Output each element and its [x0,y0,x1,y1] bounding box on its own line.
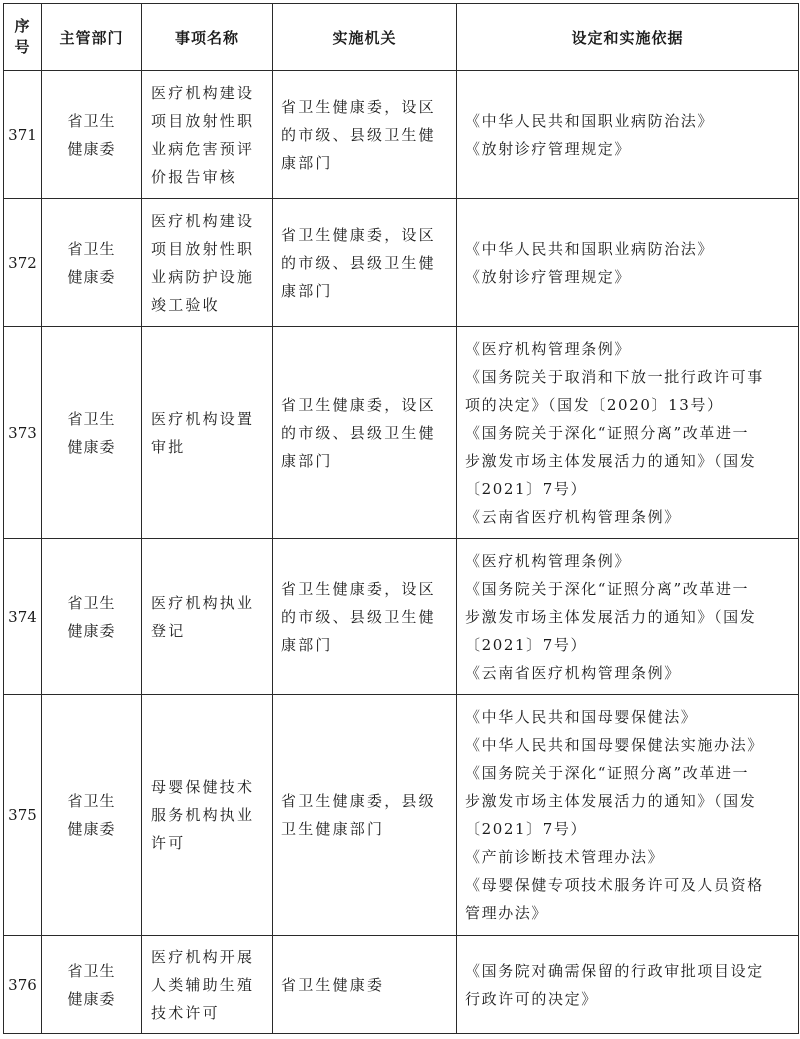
row-basis-line: 管理办法》 [465,904,549,922]
row-agency-line: 省卫生健康委，设区 [281,579,436,598]
row-basis-line: 行政许可的决定》 [465,989,598,1008]
row-agency-line: 康部门 [281,451,333,470]
row-item [142,71,273,199]
row-basis-line: 《放射诊疗管理规定》 [465,267,632,286]
table-row [4,936,799,1034]
row-dept-line: 健康委 [67,989,116,1008]
table-row [4,71,799,199]
header-row [4,4,799,71]
row-item [142,695,273,936]
row-basis [457,199,799,327]
row-item-line: 服务机构执业 [151,806,255,824]
row-item-line: 竣工验收 [151,295,220,314]
row-item-line: 医疗机构设置 [151,409,255,428]
licensing-items-table [3,3,799,1034]
row-agency-line: 康部门 [281,281,333,300]
row-dept [42,695,142,936]
row-item-line: 医疗机构开展 [151,947,255,966]
row-item-line: 业病防护设施 [151,267,255,286]
row-agency-line: 康部门 [281,153,333,172]
row-basis-line: 《中华人民共和国职业病防治法》 [465,239,715,258]
row-agency [273,936,457,1034]
row-agency-line: 省卫生健康委，设区 [281,97,436,116]
row-dept [42,199,142,327]
row-agency [273,695,457,936]
row-item-line: 医疗机构执业 [151,593,255,612]
row-agency-line: 的市级、县级卫生健 [281,423,436,442]
row-item [142,327,273,539]
row-basis-line: 步激发市场主体发展活力的通知》（国发 [465,792,757,810]
row-item-line: 医疗机构建设 [151,211,255,230]
row-item-line: 母婴保健技术 [151,778,255,796]
row-item-line: 人类辅助生殖 [151,975,255,994]
header-basis: 设定和实施依据 [457,4,799,71]
row-agency-line: 的市级、县级卫生健 [281,607,436,626]
row-item-line: 技术许可 [151,1003,220,1022]
table-row [4,695,799,936]
row-basis-line: 《中华人民共和国母婴保健法实施办法》 [465,736,764,754]
row-item-line: 项目放射性职 [151,239,255,258]
row-basis [457,936,799,1034]
row-item [142,199,273,327]
row-agency-line: 卫生健康部门 [281,820,385,838]
row-basis [457,71,799,199]
row-seq: 373 [4,327,42,539]
row-item-line: 登记 [151,621,186,640]
row-agency-line: 省卫生健康委，设区 [281,395,436,414]
row-seq: 372 [4,199,42,327]
header-item: 事项名称 [142,4,273,71]
row-basis-line: 步激发市场主体发展活力的通知》（国发 [465,607,757,626]
row-basis-line: 〔2021〕7号） [465,635,588,654]
row-basis-line: 〔2021〕7号） [465,820,588,838]
row-agency [273,327,457,539]
row-basis-line: 《国务院关于取消和下放一批行政许可事 [465,367,764,386]
row-agency [273,199,457,327]
row-dept-line: 省卫生 [67,409,116,428]
row-dept [42,71,142,199]
row-seq: 371 [4,71,42,199]
row-agency [273,71,457,199]
row-agency-line: 康部门 [281,635,333,654]
row-basis-line: 《医疗机构管理条例》 [465,339,632,358]
row-dept [42,936,142,1034]
row-dept [42,327,142,539]
row-basis-line: 《国务院关于深化“证照分离”改革进一 [465,423,750,442]
row-basis-line: 《云南省医疗机构管理条例》 [465,663,681,682]
row-agency-line: 的市级、县级卫生健 [281,125,436,144]
row-basis-line: 《中华人民共和国职业病防治法》 [465,111,715,130]
row-basis-line: 《医疗机构管理条例》 [465,551,632,570]
row-basis-line: 《国务院对确需保留的行政审批项目设定 [465,961,764,980]
row-agency [273,539,457,695]
row-item-line: 医疗机构建设 [151,83,255,102]
row-basis-line: 项的决定》（国发〔2020〕13号） [465,395,724,414]
row-basis-line: 《云南省医疗机构管理条例》 [465,507,681,526]
row-dept-line: 健康委 [67,820,116,838]
row-dept-line: 省卫生 [67,593,116,612]
header-dept: 主管部门 [42,4,142,71]
row-basis-line: 〔2021〕7号） [465,479,588,498]
row-basis-line: 《放射诊疗管理规定》 [465,139,632,158]
row-basis-line: 《国务院关于深化“证照分离”改革进一 [465,764,750,782]
row-basis-line: 《中华人民共和国母婴保健法》 [465,708,698,726]
row-basis-line: 《产前诊断技术管理办法》 [465,848,665,866]
row-item-line: 价报告审核 [151,167,238,186]
row-dept-line: 省卫生 [67,111,116,130]
row-item-line: 项目放射性职 [151,111,255,130]
row-seq: 374 [4,539,42,695]
row-agency-line: 省卫生健康委 [281,975,385,994]
row-basis [457,539,799,695]
header-agency: 实施机关 [273,4,457,71]
row-agency-line: 的市级、县级卫生健 [281,253,436,272]
row-basis [457,327,799,539]
row-dept-line: 健康委 [67,437,116,456]
row-item [142,936,273,1034]
row-agency-line: 省卫生健康委，县级 [281,792,436,810]
row-basis-line: 步激发市场主体发展活力的通知》（国发 [465,451,757,470]
row-item-line: 审批 [151,437,186,456]
row-basis-line: 《国务院关于深化“证照分离”改革进一 [465,579,750,598]
row-dept-line: 健康委 [67,621,116,640]
row-basis [457,695,799,936]
row-agency-line: 省卫生健康委，设区 [281,225,436,244]
row-dept-line: 省卫生 [67,961,116,980]
row-item-line: 业病危害预评 [151,139,255,158]
row-item [142,539,273,695]
table-row [4,539,799,695]
row-dept-line: 健康委 [67,139,116,158]
row-dept-line: 健康委 [67,267,116,286]
row-dept-line: 省卫生 [67,239,116,258]
row-seq: 375 [4,695,42,936]
row-item-line: 许可 [151,834,186,852]
table-row [4,327,799,539]
row-dept [42,539,142,695]
row-basis-line: 《母婴保健专项技术服务许可及人员资格 [465,876,764,894]
row-dept-line: 省卫生 [67,792,116,810]
table-row [4,199,799,327]
row-seq: 376 [4,936,42,1034]
header-seq: 序 号 [4,4,42,71]
